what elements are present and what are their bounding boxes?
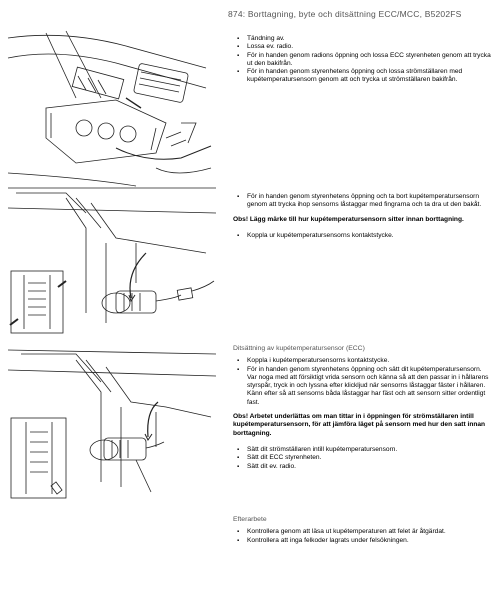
section-sensor-install <box>233 345 491 471</box>
list-item: ▪ För in handen genom styrenhetens öppning och lossa strömställaren med kupétemperatursensorn genom att och trycka ut strömställaren bakifrån. <box>233 68 491 85</box>
warning-note: Obs! Arbetet underlättas om man tittar in i öppningen för strömställaren intill kupétemperatursensorn, för att jämföra läget på sensorn med hur den satt innan borttagning. <box>233 413 486 437</box>
list-item: ▪ För in handen genom styrenhetens öppning och sätt dit kupétemperatursensorn. Var noga med att försiktigt vrida sensorn och känna så att den passar in i hållarens styrspår, tryck in och lyssna efter klickljud när sensorns låstaggar fäster i hållaren. Känn efter så att sensorns båda låstaggar har fäst och att sensorn sitter ordentligt fast. <box>233 366 491 407</box>
list-item: ▪ Lossa ev. radio. <box>233 43 491 51</box>
list-item: ▪ Tändning av. <box>233 35 491 43</box>
list-item: ▪ Sätt dit ECC styrenheten. <box>233 454 491 462</box>
section-heading: Ditsättning av kupétemperatursensor (ECC) <box>233 345 365 352</box>
warning-note: Obs! Lägg märke till hur kupétemperatursensorn sitter innan borttagning. <box>233 215 464 223</box>
list-item: ▪ Koppla i kupétemperatursensorns kontaktstycke. <box>233 357 491 365</box>
section-removal-steps <box>233 35 491 85</box>
page-title: 874: Borttagning, byte och ditsättning ECC/MCC, B5202FS <box>228 9 462 19</box>
list-item: ▪ Koppla ur kupétemperatursensorns kontaktstycke. <box>233 232 491 240</box>
list-item: ▪ Sätt dit strömställaren intill kupétemperatursensorn. <box>233 446 491 454</box>
section-heading: Efterarbete <box>233 516 267 523</box>
section-sensor-removal <box>233 193 491 240</box>
illustration-remove-temperature-sensor <box>6 183 218 335</box>
list-item: ▪ För in handen genom styrenhetens öppning och ta bort kupétemperatursensorn genom att trycka ihop sensorns låstaggar med fingrarna och ta dra ut den bakåt. <box>233 193 491 210</box>
section-follow-up <box>233 516 495 545</box>
illustration-remove-ecc-unit <box>6 28 218 188</box>
list-item: ▪ Kontrollera att inga felkoder lagrats under felsökningen. <box>233 537 495 545</box>
list-item: ▪ För in handen genom radions öppning och lossa ECC styrenheten genom att trycka ut den bakifrån. <box>233 52 491 69</box>
list-item: ▪ Kontrollera genom att läsa ut kupétemperaturen att felet är åtgärdat. <box>233 528 495 536</box>
illustration-install-temperature-sensor <box>6 342 218 502</box>
list-item: ▪ Sätt dit ev. radio. <box>233 463 491 471</box>
